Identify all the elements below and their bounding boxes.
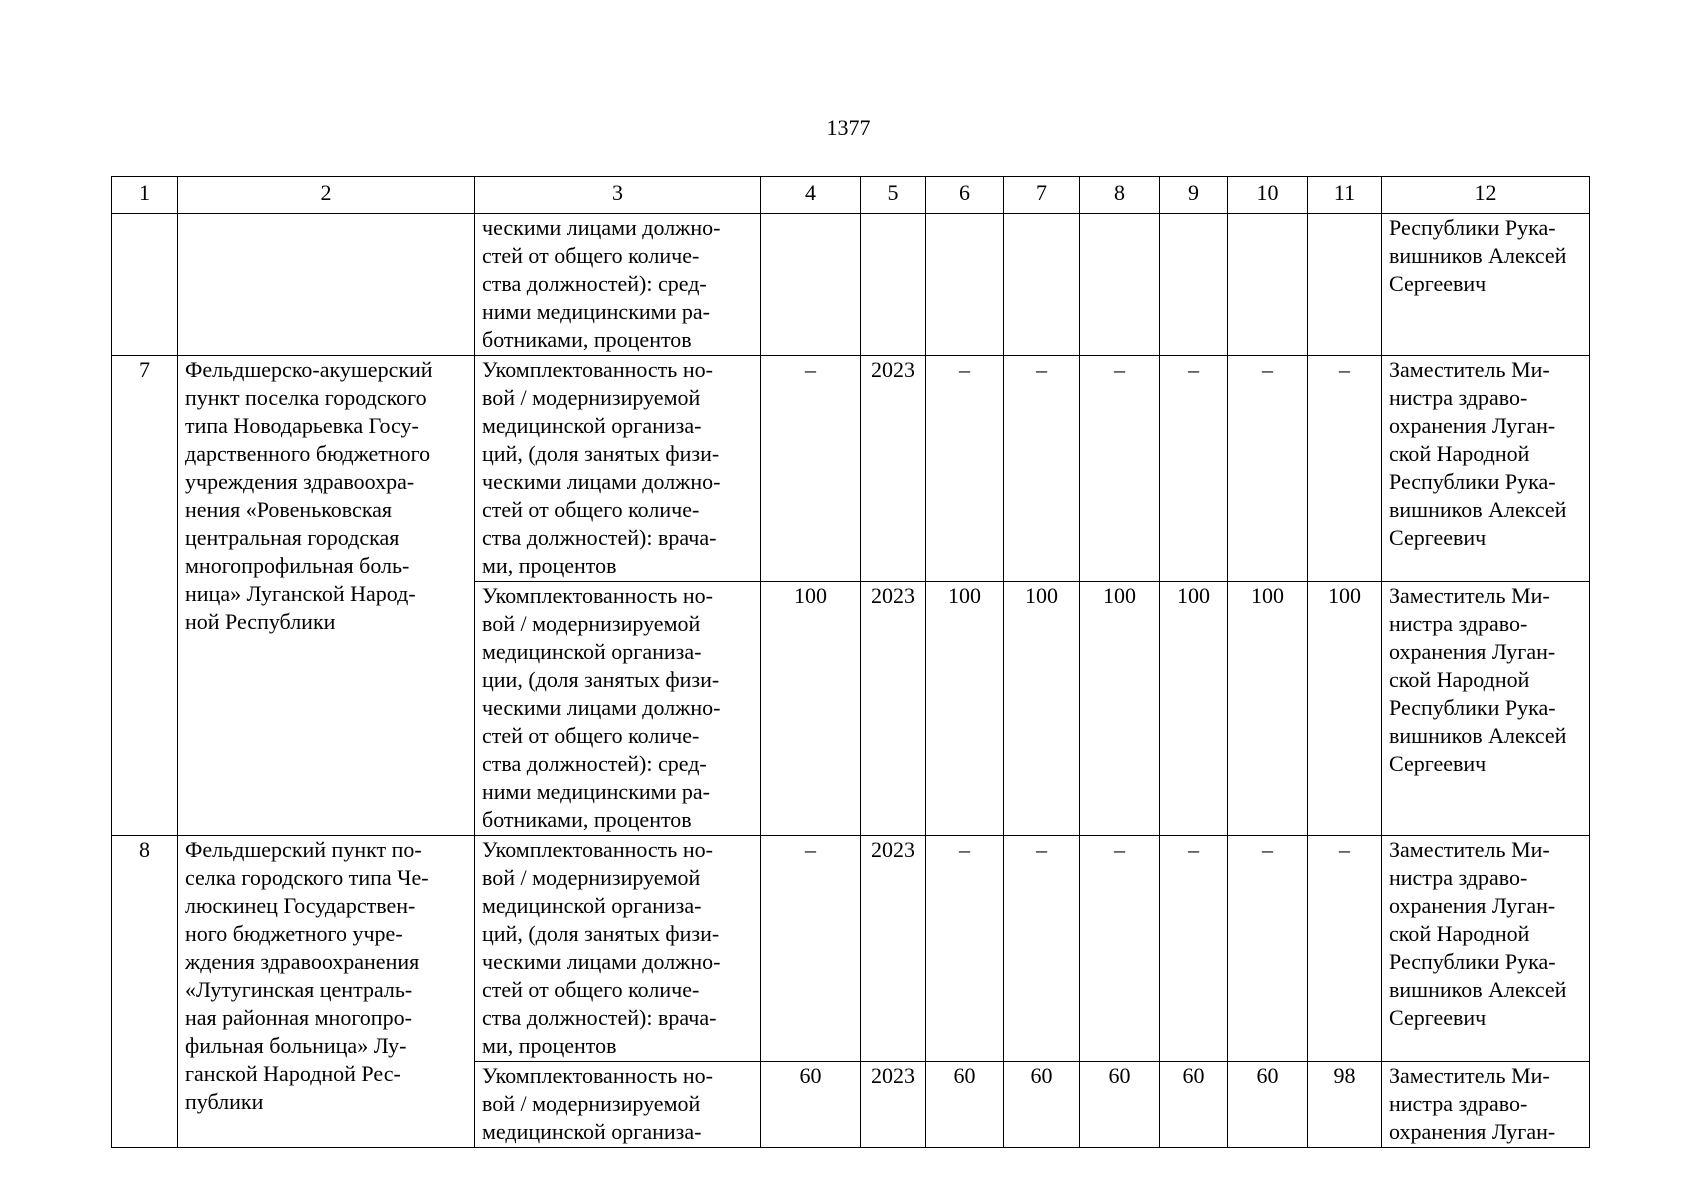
value-cell: – [1160,356,1228,582]
value-cell [1308,214,1382,356]
column-header: 6 [926,177,1004,214]
value-cell: – [761,356,861,582]
value-cell [761,214,861,356]
column-header: 5 [861,177,926,214]
table-row [112,836,1590,1062]
responsible-cell: Заместитель Ми- нистра здраво- охранения Луган- ской Народной Республики Рука- вишников Алексей Сергеевич [1382,582,1590,836]
page-number: 1377 [826,115,871,140]
value-cell: 60 [926,1062,1004,1148]
value-cell: 60 [1080,1062,1160,1148]
value-cell: 100 [1228,582,1308,836]
value-cell [1004,214,1080,356]
value-cell: 2023 [861,582,926,836]
column-header: 3 [475,177,761,214]
value-cell: 2023 [861,356,926,582]
value-cell: 98 [1308,1062,1382,1148]
value-cell: – [1004,836,1080,1062]
column-header: 1 [112,177,178,214]
value-cell: – [1080,356,1160,582]
indicator-cell: Укомплектованность но- вой / модернизируемой медицинской организа- [475,1062,761,1148]
value-cell [861,214,926,356]
value-cell: – [1308,356,1382,582]
column-header: 7 [1004,177,1080,214]
value-cell: – [1228,836,1308,1062]
row-number-cell: 7 [112,356,178,836]
value-cell: – [1228,356,1308,582]
row-number-cell [112,214,178,356]
value-cell: 100 [926,582,1004,836]
organization-cell: Фельдшерский пункт по- селка городского типа Че- люскинец Государствен- ного бюджетного учре- ждения здравоохранения «Лутугинская централь- ная районная многопро- фильная больница» Лу- ганской Народной Рес- публики [178,836,475,1148]
value-cell: – [761,836,861,1062]
organization-cell: Фельдшерско-акушерский пункт поселка городского типа Новодарьевка Госу- дарственного бюджетного учреждения здравоохра- нения «Ровеньковская центральная городская многопрофильная боль- ница» Луганской Народ- ной Республики [178,356,475,836]
column-header: 11 [1308,177,1382,214]
column-header: 10 [1228,177,1308,214]
value-cell [926,214,1004,356]
value-cell: – [1080,836,1160,1062]
column-header: 9 [1160,177,1228,214]
indicator-cell: ческими лицами должно- стей от общего количе- ства должностей): сред- ними медицинскими ра- ботниками, процентов [475,214,761,356]
value-cell: – [1004,356,1080,582]
value-cell: 100 [761,582,861,836]
value-cell: – [926,836,1004,1062]
row-number-cell: 8 [112,836,178,1148]
value-cell: 100 [1308,582,1382,836]
indicator-cell: Укомплектованность но- вой / модернизируемой медицинской организа- ций, (доля занятых физи- ческими лицами должно- стей от общего количе- ства должностей): врача- ми, процентов [475,356,761,582]
value-cell: 100 [1160,582,1228,836]
value-cell: 100 [1004,582,1080,836]
organization-cell [178,214,475,356]
value-cell: 60 [1228,1062,1308,1148]
value-cell: 2023 [861,1062,926,1148]
value-cell: – [1308,836,1382,1062]
responsible-cell: Заместитель Ми- нистра здраво- охранения Луган- ской Народной Республики Рука- вишников Алексей Сергеевич [1382,356,1590,582]
value-cell: 60 [1160,1062,1228,1148]
responsible-cell: Заместитель Ми- нистра здраво- охранения Луган- [1382,1062,1590,1148]
table-row [112,214,1590,356]
column-header: 4 [761,177,861,214]
indicators-table [111,176,1590,1148]
header-row [112,177,1590,214]
responsible-cell: Республики Рука- вишников Алексей Сергеевич [1382,214,1590,356]
value-cell [1228,214,1308,356]
responsible-cell: Заместитель Ми- нистра здраво- охранения Луган- ской Народной Республики Рука- вишников Алексей Сергеевич [1382,836,1590,1062]
value-cell: – [926,356,1004,582]
value-cell: 60 [761,1062,861,1148]
indicator-cell: Укомплектованность но- вой / модернизируемой медицинской организа- ции, (доля занятых физи- ческими лицами должно- стей от общего количе- ства должностей): сред- ними медицинскими ра- ботниками, процентов [475,582,761,836]
indicator-cell: Укомплектованность но- вой / модернизируемой медицинской организа- ций, (доля занятых физи- ческими лицами должно- стей от общего количе- ства должностей): врача- ми, процентов [475,836,761,1062]
value-cell [1080,214,1160,356]
table-row [112,356,1590,582]
value-cell: – [1160,836,1228,1062]
column-header: 8 [1080,177,1160,214]
value-cell [1160,214,1228,356]
column-header: 2 [178,177,475,214]
value-cell: 60 [1004,1062,1080,1148]
value-cell: 2023 [861,836,926,1062]
column-header: 12 [1382,177,1590,214]
value-cell: 100 [1080,582,1160,836]
